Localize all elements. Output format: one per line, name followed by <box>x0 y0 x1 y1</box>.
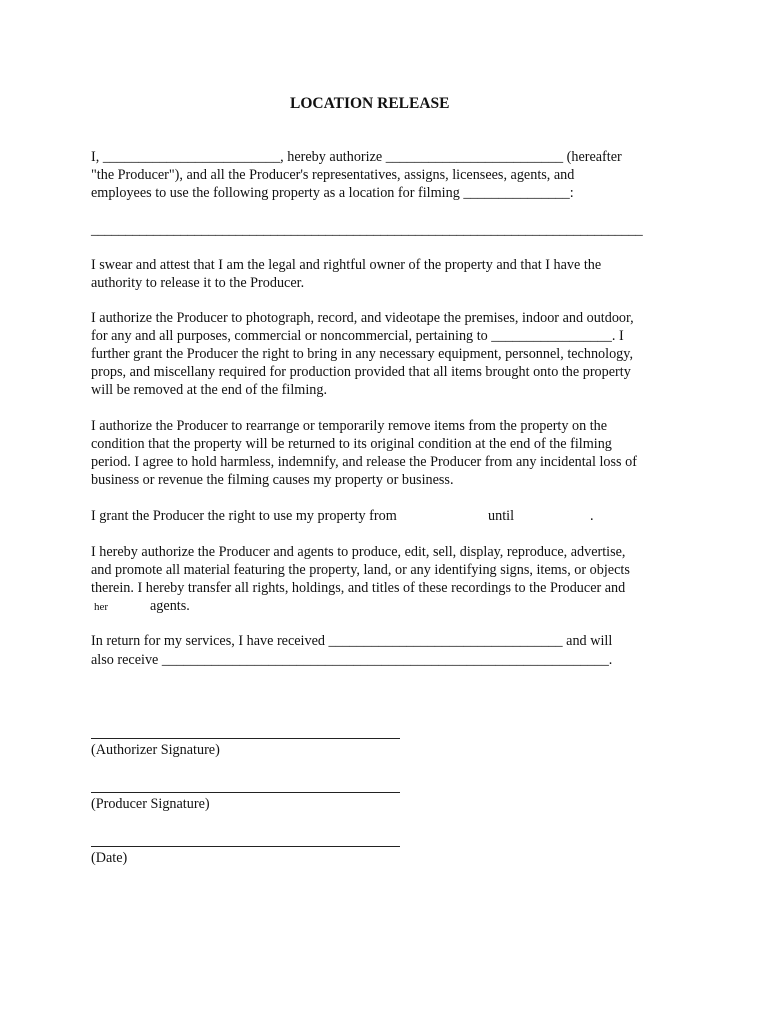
document-title: LOCATION RELEASE <box>290 95 450 112</box>
para7-line-1: In return for my services, I have received _________________________________ and will <box>91 633 613 649</box>
para6-line-2: and promote all material featuring the property, land, or any identifying signs, items, or objects <box>91 562 630 578</box>
para6-pronoun: her <box>94 601 109 613</box>
para4-line-2: condition that the property will be returned to its original condition at the end of the filming <box>91 436 612 452</box>
para1-line-1: I, _________________________, hereby authorize _________________________ (hereafter <box>91 149 622 165</box>
para3-line-1: I authorize the Producer to photograph, record, and videotape the premises, indoor and outdoor, <box>91 310 634 326</box>
para5-end: . <box>590 508 594 524</box>
para4-line-3: period. I agree to hold harmless, indemnify, and release the Producer from any incidental loss of <box>91 454 637 470</box>
para1-line-3: employees to use the following property as a location for filming _______________: <box>91 185 574 201</box>
producer-signature-label: (Producer Signature) <box>91 796 210 812</box>
para6-agents: agents. <box>150 598 190 614</box>
para3-line-4: props, and miscellany required for production provided that all items brought onto the property <box>91 364 631 380</box>
date-line <box>91 846 400 847</box>
para2-line-1: I swear and attest that I am the legal and rightful owner of the property and that I have the <box>91 257 602 273</box>
location-blank-line: ________________________________________________________________________________ <box>91 222 643 238</box>
para4-line-1: I authorize the Producer to rearrange or temporarily remove items from the property on the <box>91 418 608 434</box>
para3-line-2: for any and all purposes, commercial or noncommercial, pertaining to _________________. I <box>91 328 624 344</box>
para3-line-5: will be removed at the end of the filming. <box>91 382 327 398</box>
para3-line-3: further grant the Producer the right to bring in any necessary equipment, personnel, technology, <box>91 346 633 362</box>
producer-signature-line <box>91 792 400 793</box>
para5-until: until <box>488 508 515 524</box>
para5-text: I grant the Producer the right to use my property from <box>91 508 397 524</box>
date-label: (Date) <box>91 850 128 866</box>
para6-line-1: I hereby authorize the Producer and agents to produce, edit, sell, display, reproduce, advertise, <box>91 544 626 560</box>
authorizer-signature-label: (Authorizer Signature) <box>91 742 220 758</box>
authorizer-signature-line <box>91 738 400 739</box>
para1-line-2: "the Producer"), and all the Producer's representatives, assigns, licensees, agents, and <box>91 167 575 183</box>
para6-line-3: therein. I hereby transfer all rights, holdings, and titles of these recordings to the Producer and <box>91 580 626 596</box>
para7-line-2: also receive _______________________________________________________________. <box>91 652 613 668</box>
para2-line-2: authority to release it to the Producer. <box>91 275 305 291</box>
para4-line-4: business or revenue the filming causes my property or business. <box>91 472 454 488</box>
